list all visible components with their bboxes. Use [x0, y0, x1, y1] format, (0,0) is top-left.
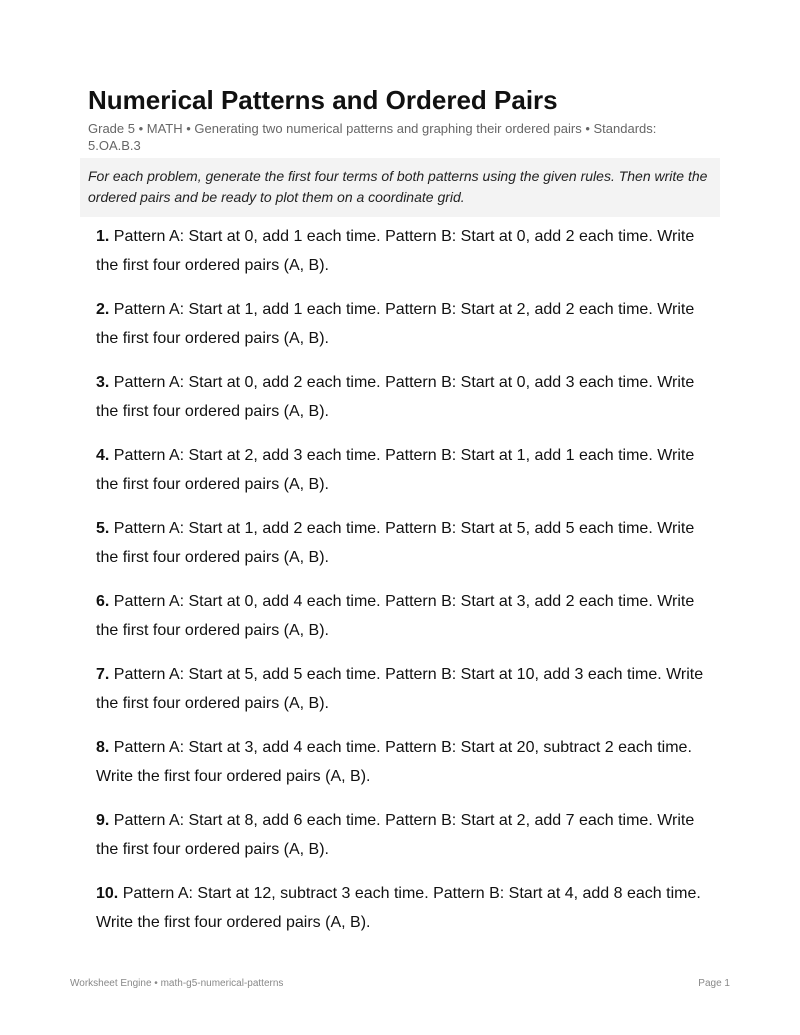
problem-number: 6. [96, 593, 110, 610]
footer-source: Worksheet Engine • math-g5-numerical-patterns [70, 978, 284, 989]
footer-page-number: Page 1 [698, 978, 730, 989]
problem-text: Pattern A: Start at 3, add 4 each time. Pattern B: Start at 20, subtract 2 each time. Write the first four ordered pairs (A, B). [96, 739, 692, 785]
problem-item [96, 295, 720, 353]
problem-number: 2. [96, 301, 110, 318]
problem-number: 3. [96, 374, 110, 391]
page-title: Numerical Patterns and Ordered Pairs [88, 85, 558, 115]
problem-item [96, 222, 720, 280]
problem-item [96, 879, 720, 937]
problem-item [96, 368, 720, 426]
problem-item [96, 806, 720, 864]
instructions-box: For each problem, generate the first four terms of both patterns using the given rules. Then write the ordered pairs and be ready to plot them on a coordinate grid. [80, 158, 720, 217]
problem-item [96, 441, 720, 499]
problem-item [96, 514, 720, 572]
problem-text: Pattern A: Start at 0, add 4 each time. Pattern B: Start at 3, add 2 each time. Write the first four ordered pairs (A, B). [96, 593, 695, 639]
problem-number: 7. [96, 666, 110, 683]
problem-text: Pattern A: Start at 1, add 2 each time. Pattern B: Start at 5, add 5 each time. Write the first four ordered pairs (A, B). [96, 520, 695, 566]
problem-list [96, 222, 720, 952]
problem-number: 10. [96, 885, 119, 902]
problem-item [96, 733, 720, 791]
problem-text: Pattern A: Start at 1, add 1 each time. Pattern B: Start at 2, add 2 each time. Write the first four ordered pairs (A, B). [96, 301, 695, 347]
problem-item [96, 587, 720, 645]
problem-number: 9. [96, 812, 110, 829]
problem-text: Pattern A: Start at 2, add 3 each time. Pattern B: Start at 1, add 1 each time. Write the first four ordered pairs (A, B). [96, 447, 695, 493]
problem-number: 8. [96, 739, 110, 756]
problem-text: Pattern A: Start at 12, subtract 3 each time. Pattern B: Start at 4, add 8 each time. Write the first four ordered pairs (A, B). [96, 885, 701, 931]
problem-text: Pattern A: Start at 0, add 2 each time. Pattern B: Start at 0, add 3 each time. Write the first four ordered pairs (A, B). [96, 374, 695, 420]
problem-number: 5. [96, 520, 110, 537]
problem-text: Pattern A: Start at 5, add 5 each time. Pattern B: Start at 10, add 3 each time. Write the first four ordered pairs (A, B). [96, 666, 704, 712]
problem-number: 4. [96, 447, 110, 464]
problem-text: Pattern A: Start at 8, add 6 each time. Pattern B: Start at 2, add 7 each time. Write the first four ordered pairs (A, B). [96, 812, 695, 858]
worksheet-meta: Grade 5 • MATH • Generating two numerical patterns and graphing their ordered pairs • Standards: 5.OA.B.3 [88, 121, 657, 153]
problem-number: 1. [96, 228, 110, 245]
problem-item [96, 660, 720, 718]
problem-text: Pattern A: Start at 0, add 1 each time. Pattern B: Start at 0, add 2 each time. Write the first four ordered pairs (A, B). [96, 228, 695, 274]
